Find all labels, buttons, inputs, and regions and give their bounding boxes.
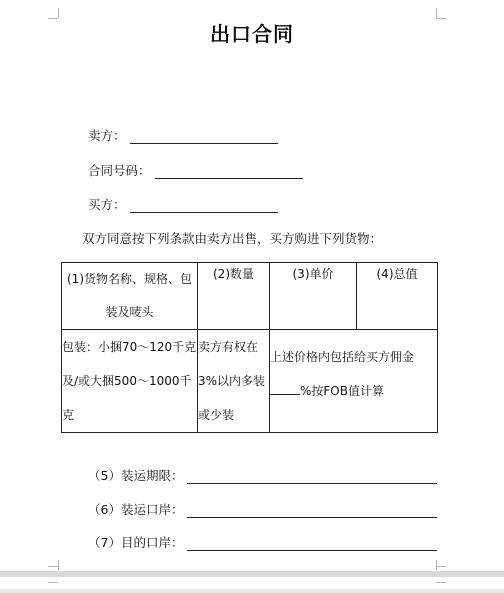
margin-mark-next-left bbox=[48, 582, 58, 593]
margin-mark-bottom-right bbox=[436, 566, 446, 577]
intro-text: 双方同意按下列条款由卖方出售，买方购进下列货物： bbox=[82, 231, 383, 246]
commission-blank[interactable] bbox=[270, 382, 300, 395]
margin-mark-top-left-v bbox=[58, 8, 59, 18]
contract-no-blank[interactable] bbox=[155, 164, 303, 179]
price-suffix: %按FOB值计算 bbox=[300, 384, 384, 398]
header-total: (4)总值 bbox=[357, 263, 438, 330]
shipment-period-blank[interactable] bbox=[187, 469, 437, 484]
cell-quantity: 卖方有权在3%以内多装或少装 bbox=[198, 330, 270, 433]
header-quantity: (2)数量 bbox=[198, 263, 270, 330]
buyer-line bbox=[88, 195, 278, 213]
buyer-label: 买方： bbox=[88, 197, 126, 212]
seller-label: 卖方： bbox=[88, 128, 126, 143]
clause-loading-port: （6）装运口岸： bbox=[88, 500, 437, 518]
goods-table bbox=[61, 262, 438, 433]
loading-port-blank[interactable] bbox=[187, 503, 437, 518]
contract-no-label: 合同号码： bbox=[88, 163, 151, 178]
document-title: 出口合同 bbox=[210, 22, 294, 46]
clause-shipment-period: （5）装运期限： bbox=[88, 466, 437, 484]
margin-mark-bottom-right-v bbox=[436, 560, 437, 570]
buyer-blank[interactable] bbox=[130, 198, 278, 213]
margin-mark-top-right-v bbox=[436, 8, 437, 18]
cell-packing: 包装：小捆70～120千克及/或大捆500～1000千克 bbox=[62, 330, 198, 433]
clause-destination-port: （7）目的口岸： bbox=[88, 533, 437, 551]
seller-line bbox=[88, 126, 278, 144]
price-prefix: 上述价格内包括给买方佣金 bbox=[270, 350, 415, 364]
destination-port-blank[interactable] bbox=[187, 536, 437, 551]
header-unit-price: (3)单价 bbox=[270, 263, 357, 330]
table-row bbox=[62, 330, 438, 433]
table-header-row bbox=[62, 263, 438, 330]
margin-mark-next-right bbox=[436, 582, 446, 593]
margin-mark-bottom-left bbox=[48, 566, 58, 577]
margin-mark-bottom-left-v bbox=[58, 560, 59, 570]
header-goods: (1)货物名称、规格、包装及唛头 bbox=[62, 263, 198, 330]
seller-blank[interactable] bbox=[130, 129, 278, 144]
next-page bbox=[0, 577, 504, 589]
contract-no-line bbox=[88, 161, 303, 179]
cell-price bbox=[270, 330, 438, 433]
